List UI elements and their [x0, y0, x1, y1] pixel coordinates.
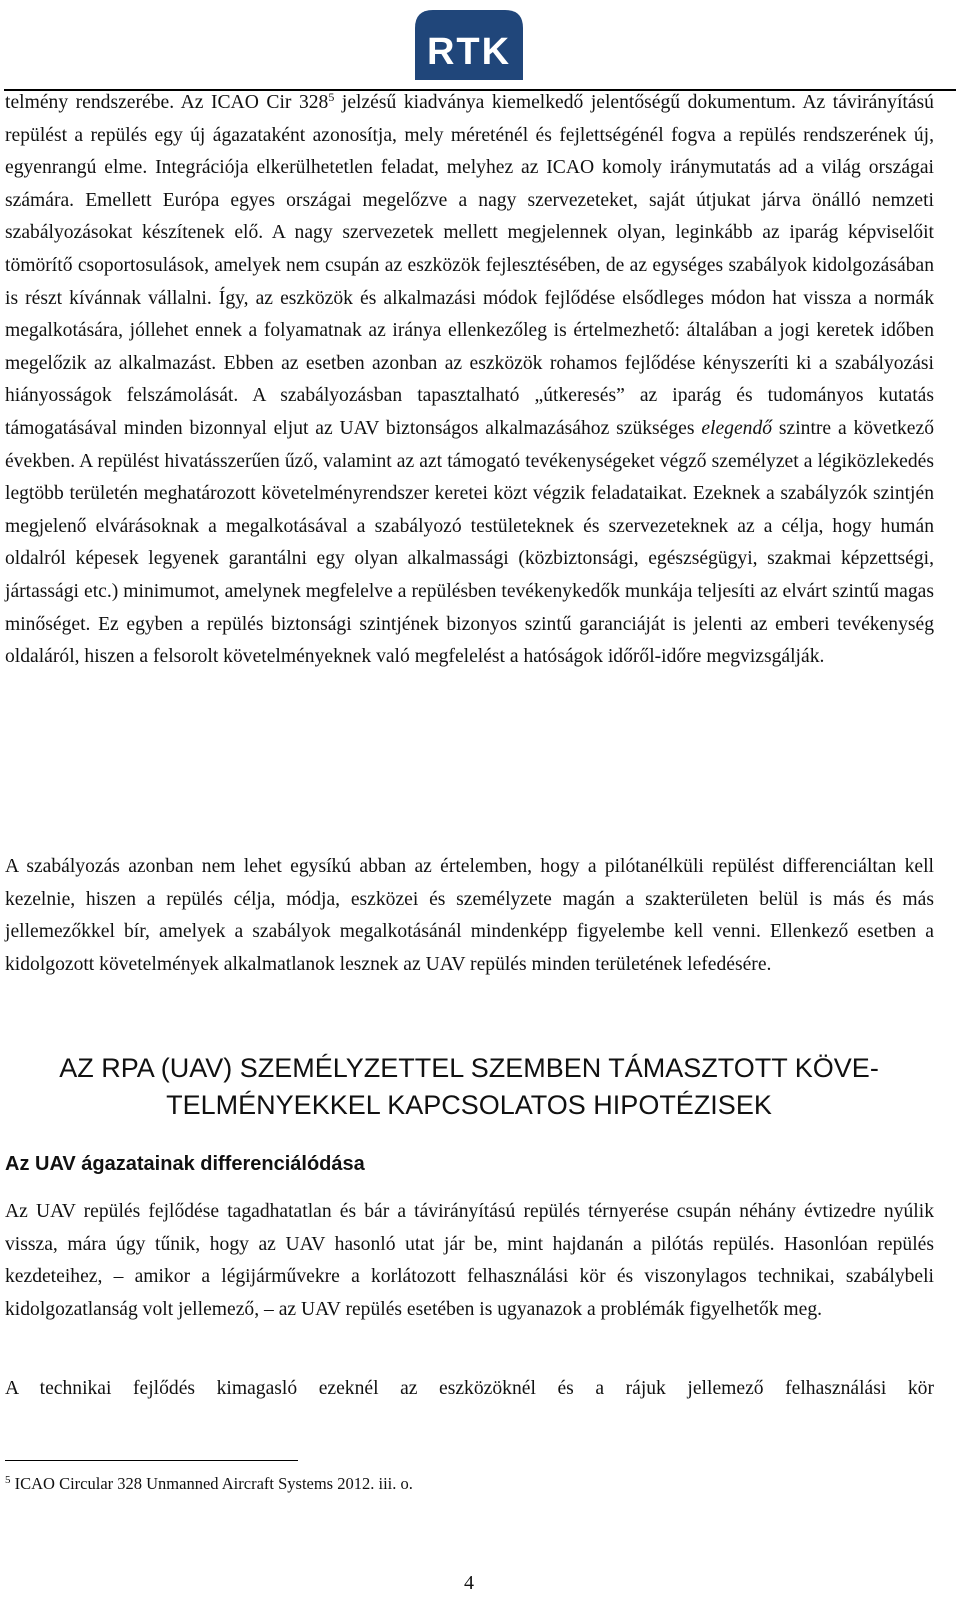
subheading: Az UAV ágazatainak differenciálódása: [5, 1153, 365, 1175]
footnote-text: ICAO Circular 328 Unmanned Aircraft Systems 2012. iii. o.: [10, 1474, 413, 1493]
rtk-logo: [409, 6, 529, 84]
page-number: 4: [464, 1572, 474, 1594]
paragraph-1-end: szintre a következő években. A repülést hivatásszerűen űző, valamint az azt támogató tevékenységeket végző személyzet a légiközlekedés legtöbb területén meghatározott követelményrendszer keretei közt végzik feladataikat. Ezeknek a szabályzók szintjén megjelenő elvárásoknak a megalkotásával a szabályozó testületeknek és szervezeteknek az a célja, hogy humán oldalról képesek legyenek garantálni egy olyan alkalmassági (közbiztonsági, egészségügyi, szakmai képzettségi, jártassági etc.) minimumot, amelynek megfelelve a repülésben tevékenykedők munkája teljesíti az elvárt szintű magas minőséget. Ez egyben a repülés biztonsági szintjének bizonyos szintű garanciáját is jelenti az emberi tevékenység oldaláról, hiszen a felsorolt követelményeknek való megfelelést a hatóságok időről-időre megvizsgálják.: [5, 417, 934, 668]
paragraph-4: A technikai fejlődés kimagasló ezeknél az eszközöknél és a rájuk jellemező felhasználási kör: [5, 1378, 934, 1399]
paragraph-1: [5, 87, 934, 674]
main-heading: [0, 1050, 938, 1124]
paragraph-1-middle: jelzésű kiadványa kiemelkedő jelentőségű dokumentum. Az távirányítású repülést a repülés egy új ágazataként azonosítja, mely méreténél és fejlettségénél fogva a repülés rendszerének új, egyenrangú elme. Integrációja elkerülhetetlen feladat, melyhez az ICAO komoly iránymutatás ad a világ országai számára. Emellett Európa egyes országai megelőzve a nagy szervezeteket, saját útjukat járva önálló nemzeti szabályozásokat készítenek elő. A nagy szervezetek mellett megjelennek olyan, leginkább az iparág képviselőit tömörítő csoportosulások, amelyek nem csupán az eszközök fejlesztésében, de az egységes szabályok kidolgozásában is részt kívánnak vállalni. Így, az eszközök és alkalmazási módok fejlődése elsődleges módon hat vissza a normák megalkotására, jóllehet ennek a folyamatnak az iránya ellenkezőleg is értelmezhető: általában a jogi keretek időben megelőzik az alkalmazást. Ebben az esetben azonban az eszközök rohamos fejlődése kényszeríti ki a szabályozási hiányosságok felszámolását. A szabályozásban tapasztalható „útkeresés” az iparág és tudományos kutatás támogatásával minden bizonnyal eljut az UAV biztonságos alkalmazásához szükséges: [5, 92, 934, 439]
logo-text: RTK: [426, 31, 512, 73]
paragraph-1-start: telmény rendszerébe. Az ICAO Cir 328: [5, 92, 329, 113]
main-heading-line-2: TELMÉNYEKKEL KAPCSOLATOS HIPOTÉZISEK: [166, 1090, 772, 1120]
paragraph-2: A szabályozás azonban nem lehet egysíkú abban az értelemben, hogy a pilótanélküli repülést differenciáltan kell kezelnie, hiszen a repülés célja, módja, eszközei és személyzete magán a szakterületen belül is más és más jellemezőkkel bír, amelyek a szabályok megalkotásánál mindenképp figyelembe kell venni. Ellenkező esetben a kidolgozott követelmények alkalmatlanok lesznek az UAV repülés minden területének lefedésére.: [5, 856, 934, 975]
footnote-reference: 5: [328, 90, 335, 104]
emphasis-text: elegendő: [701, 417, 773, 439]
main-heading-line-1: AZ RPA (UAV) SZEMÉLYZETTEL SZEMBEN TÁMASZTOTT KÖVE-: [59, 1053, 879, 1083]
footnote-mark: 5: [5, 1474, 11, 1486]
footnote-separator: [5, 1460, 298, 1461]
paragraph-3: Az UAV repülés fejlődése tagadhatatlan és bár a távirányítású repülés térnyerése csupán néhány évtizedre nyúlik vissza, mára úgy tűnik, hogy az UAV hasonló utat jár be, mint hajdanán a pilótás repülés. Hasonlóan repülés kezdeteihez, – amikor a légijárművekre a korlátozott felhasználási kör és viszonylagos technikai, szabálybeli kidolgozatlanság volt jellemező, – az UAV repülés esetében is ugyanazok a problémák figyelhetők meg.: [5, 1201, 934, 1320]
footnote: [5, 1474, 413, 1494]
